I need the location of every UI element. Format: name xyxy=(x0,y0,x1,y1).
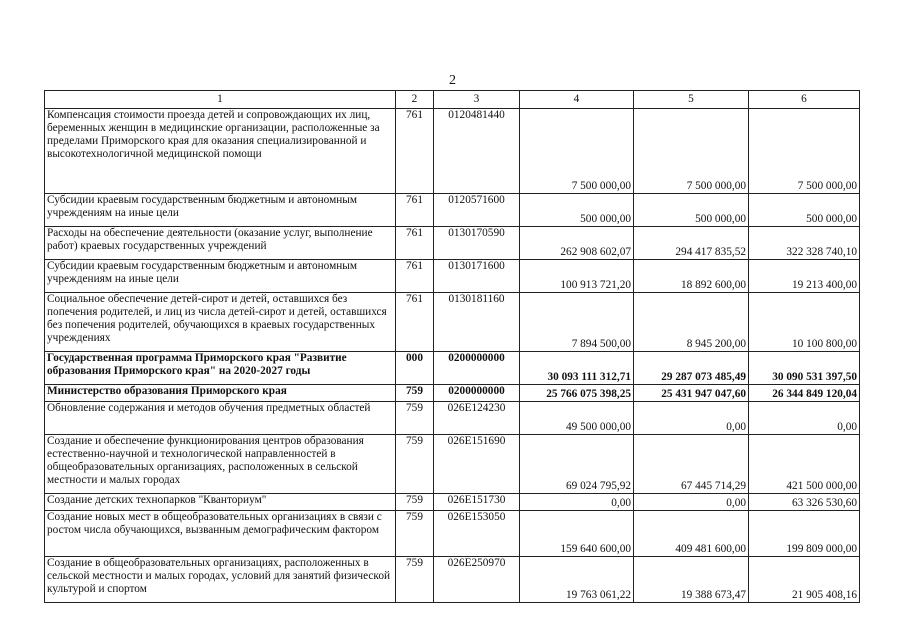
table-body xyxy=(45,109,860,603)
row-csr-cell: 026E250970 xyxy=(434,557,520,603)
budget-table xyxy=(44,90,860,603)
row-value-2020-cell: 7 894 500,00 xyxy=(520,293,634,352)
row-value-2020-cell: 19 763 061,22 xyxy=(520,557,634,603)
table-row xyxy=(45,194,860,227)
row-value-2020-cell: 0,00 xyxy=(520,494,634,511)
row-csr-cell: 0200000000 xyxy=(434,385,520,402)
row-value-2022-cell: 322 328 740,10 xyxy=(749,227,860,260)
row-value-2020-cell: 100 913 721,20 xyxy=(520,260,634,293)
row-grbs-cell: 761 xyxy=(396,194,434,227)
header-cell: 4 xyxy=(520,91,634,109)
row-csr-cell: 0130170590 xyxy=(434,227,520,260)
row-value-2022-cell: 63 326 530,60 xyxy=(749,494,860,511)
table-row xyxy=(45,494,860,511)
row-value-2022-cell: 7 500 000,00 xyxy=(749,109,860,194)
row-grbs-cell: 759 xyxy=(396,385,434,402)
row-csr-cell: 0120571600 xyxy=(434,194,520,227)
row-value-2022-cell: 10 100 800,00 xyxy=(749,293,860,352)
row-value-2021-cell: 19 388 673,47 xyxy=(634,557,749,603)
row-name-cell: Субсидии краевым государственным бюджетным и автономным учреждениям на иные цели xyxy=(45,194,396,227)
table-row xyxy=(45,109,860,194)
row-csr-cell: 026E151690 xyxy=(434,435,520,494)
header-cell: 2 xyxy=(396,91,434,109)
row-value-2021-cell: 500 000,00 xyxy=(634,194,749,227)
row-value-2020-cell: 500 000,00 xyxy=(520,194,634,227)
row-value-2021-cell: 67 445 714,29 xyxy=(634,435,749,494)
table-row xyxy=(45,352,860,385)
row-csr-cell: 0130171600 xyxy=(434,260,520,293)
header-cell: 1 xyxy=(45,91,396,109)
row-value-2022-cell: 0,00 xyxy=(749,402,860,435)
row-name-cell: Создание новых мест в общеобразовательных организациях в связи с ростом числа обучающихся, вызванным демографическим фактором xyxy=(45,511,396,557)
table-row xyxy=(45,260,860,293)
row-name-cell: Социальное обеспечение детей-сирот и детей, оставшихся без попечения родителей, и лиц из числа детей-сирот и детей, оставшихся без попечения родителей, обучающихся в краевых государственных учреждениях xyxy=(45,293,396,352)
row-grbs-cell: 759 xyxy=(396,511,434,557)
row-grbs-cell: 761 xyxy=(396,293,434,352)
row-value-2022-cell: 421 500 000,00 xyxy=(749,435,860,494)
row-name-cell: Государственная программа Приморского края "Развитие образования Приморского края" на 2020-2027 годы xyxy=(45,352,396,385)
row-value-2021-cell: 7 500 000,00 xyxy=(634,109,749,194)
row-csr-cell: 026E151730 xyxy=(434,494,520,511)
row-value-2020-cell: 7 500 000,00 xyxy=(520,109,634,194)
row-value-2020-cell: 30 093 111 312,71 xyxy=(520,352,634,385)
row-value-2020-cell: 49 500 000,00 xyxy=(520,402,634,435)
row-csr-cell: 026E153050 xyxy=(434,511,520,557)
row-value-2021-cell: 8 945 200,00 xyxy=(634,293,749,352)
row-grbs-cell: 759 xyxy=(396,402,434,435)
table-row xyxy=(45,435,860,494)
row-name-cell: Создание в общеобразовательных организациях, расположенных в сельской местности и малых городах, условий для занятий физической культурой и спортом xyxy=(45,557,396,603)
row-value-2022-cell: 19 213 400,00 xyxy=(749,260,860,293)
header-cell: 6 xyxy=(749,91,860,109)
table-row xyxy=(45,385,860,402)
row-csr-cell: 0130181160 xyxy=(434,293,520,352)
header-cell: 5 xyxy=(634,91,749,109)
page-number: 2 xyxy=(449,73,456,88)
row-csr-cell: 0200000000 xyxy=(434,352,520,385)
row-value-2022-cell: 21 905 408,16 xyxy=(749,557,860,603)
row-name-cell: Расходы на обеспечение деятельности (оказание услуг, выполнение работ) краевых государственных учреждений xyxy=(45,227,396,260)
row-grbs-cell: 759 xyxy=(396,557,434,603)
row-value-2022-cell: 30 090 531 397,50 xyxy=(749,352,860,385)
table-row xyxy=(45,402,860,435)
row-value-2020-cell: 262 908 602,07 xyxy=(520,227,634,260)
row-value-2020-cell: 25 766 075 398,25 xyxy=(520,385,634,402)
row-csr-cell: 026E124230 xyxy=(434,402,520,435)
table-row xyxy=(45,227,860,260)
row-name-cell: Министерство образования Приморского края xyxy=(45,385,396,402)
row-grbs-cell: 761 xyxy=(396,109,434,194)
row-csr-cell: 0120481440 xyxy=(434,109,520,194)
row-value-2020-cell: 159 640 600,00 xyxy=(520,511,634,557)
row-name-cell: Обновление содержания и методов обучения предметных областей xyxy=(45,402,396,435)
row-value-2021-cell: 25 431 947 047,60 xyxy=(634,385,749,402)
row-value-2022-cell: 500 000,00 xyxy=(749,194,860,227)
row-name-cell: Создание детских технопарков "Кванториум" xyxy=(45,494,396,511)
header-cell: 3 xyxy=(434,91,520,109)
row-value-2020-cell: 69 024 795,92 xyxy=(520,435,634,494)
row-grbs-cell: 761 xyxy=(396,260,434,293)
row-value-2021-cell: 294 417 835,52 xyxy=(634,227,749,260)
row-grbs-cell: 761 xyxy=(396,227,434,260)
table-row xyxy=(45,557,860,603)
row-value-2021-cell: 409 481 600,00 xyxy=(634,511,749,557)
row-value-2021-cell: 29 287 073 485,49 xyxy=(634,352,749,385)
row-name-cell: Компенсация стоимости проезда детей и сопровождающих их лиц, беременных женщин в медицинские организации, расположенные за пределами Приморского края для оказания специализированной и высокотехнологичной медицинской помощи xyxy=(45,109,396,194)
row-value-2022-cell: 199 809 000,00 xyxy=(749,511,860,557)
row-grbs-cell: 759 xyxy=(396,435,434,494)
header-row xyxy=(45,91,860,109)
row-value-2021-cell: 18 892 600,00 xyxy=(634,260,749,293)
row-value-2021-cell: 0,00 xyxy=(634,402,749,435)
row-name-cell: Создание и обеспечение функционирования центров образования естественно-научной и технологической направленностей в общеобразовательных организациях, расположенных в сельской местности и малых городах xyxy=(45,435,396,494)
row-name-cell: Субсидии краевым государственным бюджетным и автономным учреждениям на иные цели xyxy=(45,260,396,293)
row-value-2021-cell: 0,00 xyxy=(634,494,749,511)
row-grbs-cell: 000 xyxy=(396,352,434,385)
table-row xyxy=(45,511,860,557)
table-row xyxy=(45,293,860,352)
row-grbs-cell: 759 xyxy=(396,494,434,511)
row-value-2022-cell: 26 344 849 120,04 xyxy=(749,385,860,402)
